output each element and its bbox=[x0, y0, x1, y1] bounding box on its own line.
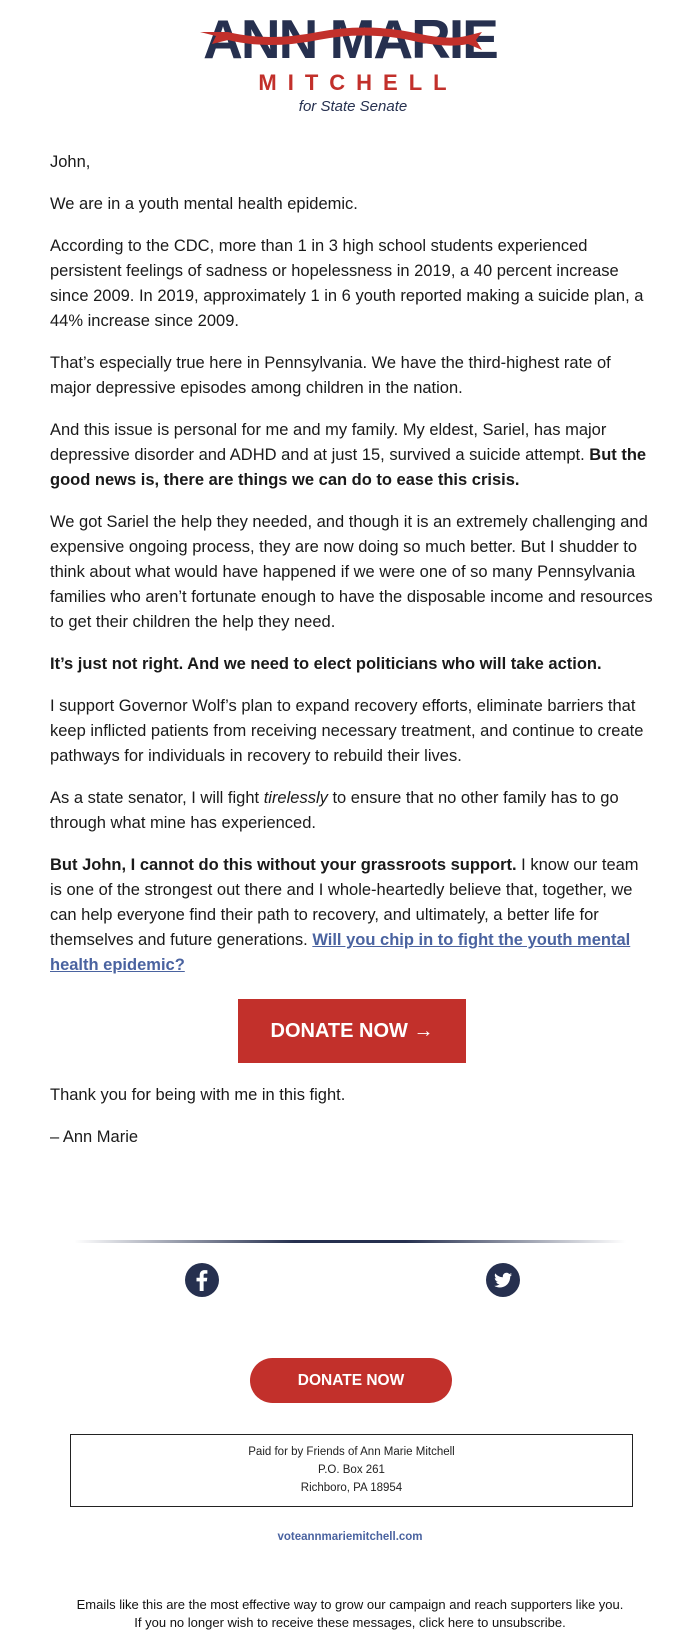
twitter-icon bbox=[486, 1263, 520, 1297]
paragraph-ask bbox=[50, 853, 654, 978]
senator-italic: tirelessly bbox=[263, 789, 328, 807]
twitter-button[interactable] bbox=[486, 1263, 520, 1297]
ask-text: I know our team is one of the strongest out there and I whole-heartedly believe that, together, we can help everyone find their path to recovery, and ultimately, a better life for themselves and future generations. bbox=[50, 856, 639, 949]
logo-tagline: for State Senate bbox=[298, 98, 408, 115]
paid-line-1: Paid for by Friends of Ann Marie Mitchell bbox=[248, 1446, 455, 1458]
cta-wrapper bbox=[50, 999, 654, 1063]
footer-note bbox=[0, 1596, 700, 1632]
paragraph-senator bbox=[50, 786, 654, 836]
paragraph-governor-plan: I support Governor Wolf’s plan to expand recovery efforts, eliminate barriers that keep inflicted patients from receiving necessary treatment, and continue to create pathways for individuals in recovery to rebuild their lives. bbox=[50, 697, 644, 765]
footer-divider bbox=[74, 1240, 626, 1243]
footer-note-line-1: Emails like this are the most effective way to grow our campaign and reach supporters like you. bbox=[76, 1597, 624, 1612]
paid-for-box bbox=[70, 1434, 633, 1507]
paragraph-cdc-stats: According to the CDC, more than 1 in 3 high school students experienced persistent feelings of sadness or hopelessness in 2019, a 40 percent increase since 2009. In 2019, approximately 1 in 6 youth reported making a suicide plan, a 44% increase since 2009. bbox=[50, 237, 644, 330]
donate-now-button[interactable]: DONATE NOW → bbox=[238, 999, 466, 1063]
logo-name: ANN MARIE bbox=[203, 8, 497, 70]
personal-bold: But the good news is, there are things we can do to ease this crisis. bbox=[50, 446, 647, 489]
personal-text: And this issue is personal for me and my family. My eldest, Sariel, has major depressive disorder and ADHD and at just 15, survived a suicide attempt. bbox=[50, 421, 607, 464]
website-link[interactable]: voteannmariemitchell.com bbox=[277, 1531, 423, 1543]
paid-line-2: P.O. Box 261 bbox=[318, 1464, 385, 1476]
ask-bold: But John, I cannot do this without your grassroots support. bbox=[50, 856, 517, 874]
facebook-icon bbox=[185, 1263, 219, 1297]
paid-line-3: Richboro, PA 18954 bbox=[300, 1482, 403, 1494]
senator-before: As a state senator, I will fight bbox=[50, 789, 264, 807]
logo-surname: MITCHELL bbox=[258, 70, 458, 95]
email-body bbox=[50, 150, 654, 1167]
paragraph-sariel: We got Sariel the help they needed, and though it is an extremely challenging and expensive ongoing process, they are now doing so much better. But I shudder to think about what would have happened if we were one of so many Pennsylvania families who aren’t fortunate enough to have the disposable income and resources to get their children the help they need. bbox=[50, 513, 653, 631]
signature: – Ann Marie bbox=[50, 1128, 139, 1146]
paragraph-pennsylvania: That’s especially true here in Pennsylvania. We have the third-highest rate of major depressive episodes among children in the nation. bbox=[50, 354, 611, 397]
chip-in-link[interactable]: Will you chip in to fight the youth mental health epidemic? bbox=[50, 931, 631, 974]
footer-donate-button[interactable]: DONATE NOW bbox=[250, 1358, 452, 1403]
logo-ribbon-icon bbox=[198, 24, 484, 58]
closing-line: Thank you for being with me in this fight. bbox=[50, 1086, 346, 1104]
paragraph-not-right: It’s just not right. And we need to elect politicians who will take action. bbox=[50, 655, 602, 673]
senator-after: to ensure that no other family has to go through what mine has experienced. bbox=[50, 789, 619, 832]
unsubscribe-line[interactable]: If you no longer wish to receive these messages, click here to unsubscribe. bbox=[134, 1615, 566, 1630]
campaign-header bbox=[0, 0, 700, 125]
facebook-button[interactable] bbox=[185, 1263, 219, 1297]
greeting: John, bbox=[50, 153, 91, 171]
paragraph-personal bbox=[50, 418, 654, 493]
paragraph-intro: We are in a youth mental health epidemic. bbox=[50, 195, 358, 213]
